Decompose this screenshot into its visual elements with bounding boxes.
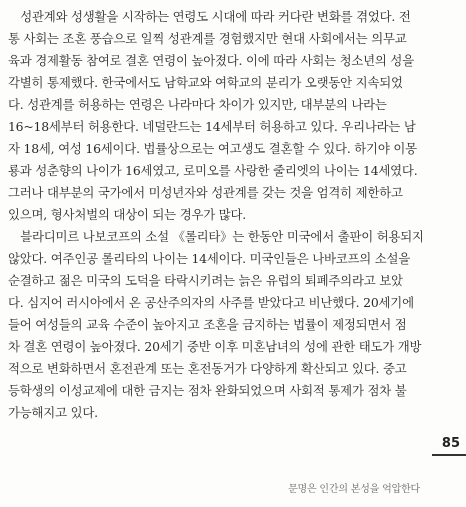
text-line: 있으며, 형사처벌의 대상이 되는 경우가 많다. bbox=[8, 207, 247, 222]
text-line: 자 18세, 여성 16세이다. 법률상으로는 여고생도 결혼할 수 있다. 하기야 이몽 bbox=[8, 141, 417, 156]
text-line: 블라디미르 나보코프의 소설 《롤리타》는 한동안 미국에서 출판이 허용되지 bbox=[8, 229, 424, 244]
text-line: 다. 성관계를 허용하는 연령은 나라마다 차이가 있지만, 대부분의 나라는 bbox=[8, 97, 387, 112]
text-line: 16~18세부터 허용한다. 네덜란드는 14세부터 허용하고 있다. 우리나라는 남 bbox=[8, 119, 416, 134]
text-line: 가능해지고 있다. bbox=[8, 405, 98, 420]
text-line: 않았다. 여주인공 롤리타의 나이는 14세이다. 미국인들은 나바코프의 소설을 bbox=[8, 251, 411, 266]
text-line: 각별히 통제했다. 한국에서도 남학교와 여학교의 분리가 오랫동안 지속되었 bbox=[8, 75, 403, 90]
page-number-rule bbox=[432, 454, 466, 456]
text-line: 적으로 변화하면서 혼전관계 또는 혼전동거가 다양하게 확산되고 있다. 중고 bbox=[8, 361, 407, 376]
text-line: 룡과 성춘향의 나이가 16세였고, 로미오를 사랑한 줄리엣의 나이는 14세였다. bbox=[8, 163, 418, 178]
text-line: 등학생의 이성교제에 대한 금지는 점차 완화되었으며 사회적 통제가 점차 불 bbox=[8, 383, 407, 398]
page-number: 85 bbox=[441, 436, 460, 451]
text-line: 들어 여성들의 교육 수준이 높아지고 조혼을 금지하는 법률이 제정되면서 점 bbox=[8, 317, 407, 332]
text-line: 순결하고 젊은 미국의 도덕을 타락시키려는 늙은 유럽의 퇴폐주의라고 보았 bbox=[8, 273, 403, 288]
text-line: 그러나 대부분의 국가에서 미성년자와 성관계를 갖는 것을 엄격히 제한하고 bbox=[8, 185, 403, 200]
text-line: 다. 심지어 러시아에서 온 공산주의자의 사주를 받았다고 비난했다. 20세기에 bbox=[8, 295, 414, 310]
running-footer: 문명은 인간의 본성을 억압한다 bbox=[288, 484, 420, 495]
text-line: 성관계와 성생활을 시작하는 연령도 시대에 따라 커다란 변화를 겪었다. 전 bbox=[8, 9, 411, 24]
body-text bbox=[8, 6, 428, 424]
text-line: 차 결혼 연령이 높아졌다. 20세기 중반 이후 미혼남녀의 성에 관한 태도가 개방 bbox=[8, 339, 422, 354]
text-line: 육과 경제활동 참여로 결혼 연령이 높아졌다. 이에 따라 사회는 청소년의 성을 bbox=[8, 53, 414, 68]
text-line: 통 사회는 조혼 풍습으로 일찍 성관계를 경험했지만 현대 사회에서는 의무교 bbox=[8, 31, 407, 46]
